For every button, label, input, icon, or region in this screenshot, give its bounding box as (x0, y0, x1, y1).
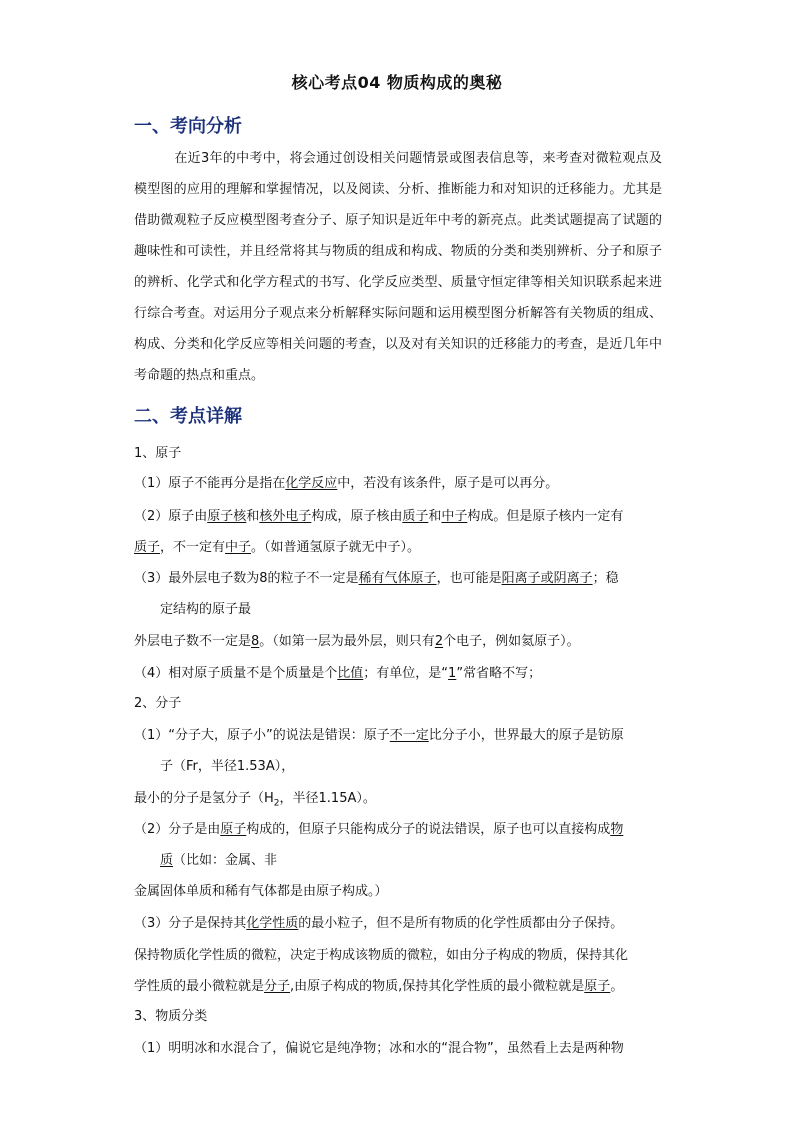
subsection-classification: 3、物质分类 (134, 1009, 208, 1024)
molecule-item-3-cont: 保持物质化学性质的微粒，决定于构成该物质的微粒，如由分子构成的物质，保持其化 (134, 948, 629, 963)
molecule-item-2: （2）分子是由原子构成的，但原子只能构成分子的说法错误，原子也可以直接构成物 (134, 822, 624, 837)
atom-item-3: （3）最外层电子数为8的粒子不一定是稀有气体原子，也可能是阳离子或阴离子；稳 (134, 571, 619, 586)
molecule-item-1-cont: 子（Fr，半径1.53A）， (160, 759, 295, 774)
page-title: 核心考点04 物质构成的奥秘 (291, 73, 503, 92)
molecule-item-1-cont2: 最小的分子是氢分子（$H_2$，半径1.15A）。 (134, 791, 376, 809)
atom-item-3-cont: 定结构的原子最 (160, 602, 252, 617)
molecule-item-1: （1）“分子大，原子小”的说法是错误：原子不一定比分子小，世界最大的原子是钫原 (134, 728, 624, 743)
molecule-item-3-cont2: 学性质的最小微粒就是分子,由原子构成的物质,保持其化学性质的最小微粒就是原子。 (134, 979, 624, 994)
atom-item-3-cont2: 外层电子数不一定是8。（如第一层为最外层，则只有2个电子，例如氦原子）。 (134, 634, 580, 649)
atom-item-1: （1）原子不能再分是指在化学反应中，若没有该条件，原子是可以再分。 (134, 476, 559, 491)
subsection-atom: 1、原子 (134, 446, 182, 461)
molecule-item-2-cont2: 金属固体单质和稀有气体都是由原子构成。） (134, 884, 388, 899)
analysis-paragraph (134, 143, 662, 391)
atom-item-2-cont: 质子，不一定有中子。（如普通氢原子就无中子）。 (134, 540, 421, 555)
classification-item-1: （1）明明冰和水混合了，偏说它是纯净物；冰和水的“混合物”，虽然看上去是两种物 (134, 1041, 624, 1056)
analysis-text: 在近3年的中考中，将会通过创设相关问题情景或图表信息等，来考查对微粒观点及模型图的应用的理解和掌握情况，以及阅读、分析、推断能力和对知识的迁移能力。尤其是借助微观粒子反应模型图考查分子、原子知识是近年中考的新亮点。此类试题提高了试题的趣味性和可读性，并且经常将其与物质的组成和构成、物质的分类和类别辨析、分子和原子的辨析、化学式和化学方程式的书写、化学反应类型、质量守恒定律等相关知识联系起来进行综合考查。对运用分子观点来分析解释实际问题和运用模型图分析解答有关物质的组成、构成、分类和化学反应等相关问题的考查，以及对有关知识的迁移能力的考查，是近几年中考命题的热点和重点。 (134, 151, 662, 383)
atom-item-2: （2）原子由原子核和核外电子构成，原子核由质子和中子构成。但是原子核内一定有 (134, 509, 624, 524)
molecule-item-3: （3）分子是保持其化学性质的最小粒子，但不是所有物质的化学性质都由分子保持。 (134, 916, 624, 931)
section-heading-details: 二、考点详解 (134, 406, 242, 427)
molecule-item-2-cont: 质（比如：金属、非 (160, 853, 278, 868)
atom-item-4: （4）相对原子质量不是个质量是个比值；有单位，是“1”常省略不写； (134, 666, 542, 681)
section-heading-analysis: 一、考向分析 (134, 116, 242, 137)
subsection-molecule: 2、分子 (134, 696, 182, 711)
